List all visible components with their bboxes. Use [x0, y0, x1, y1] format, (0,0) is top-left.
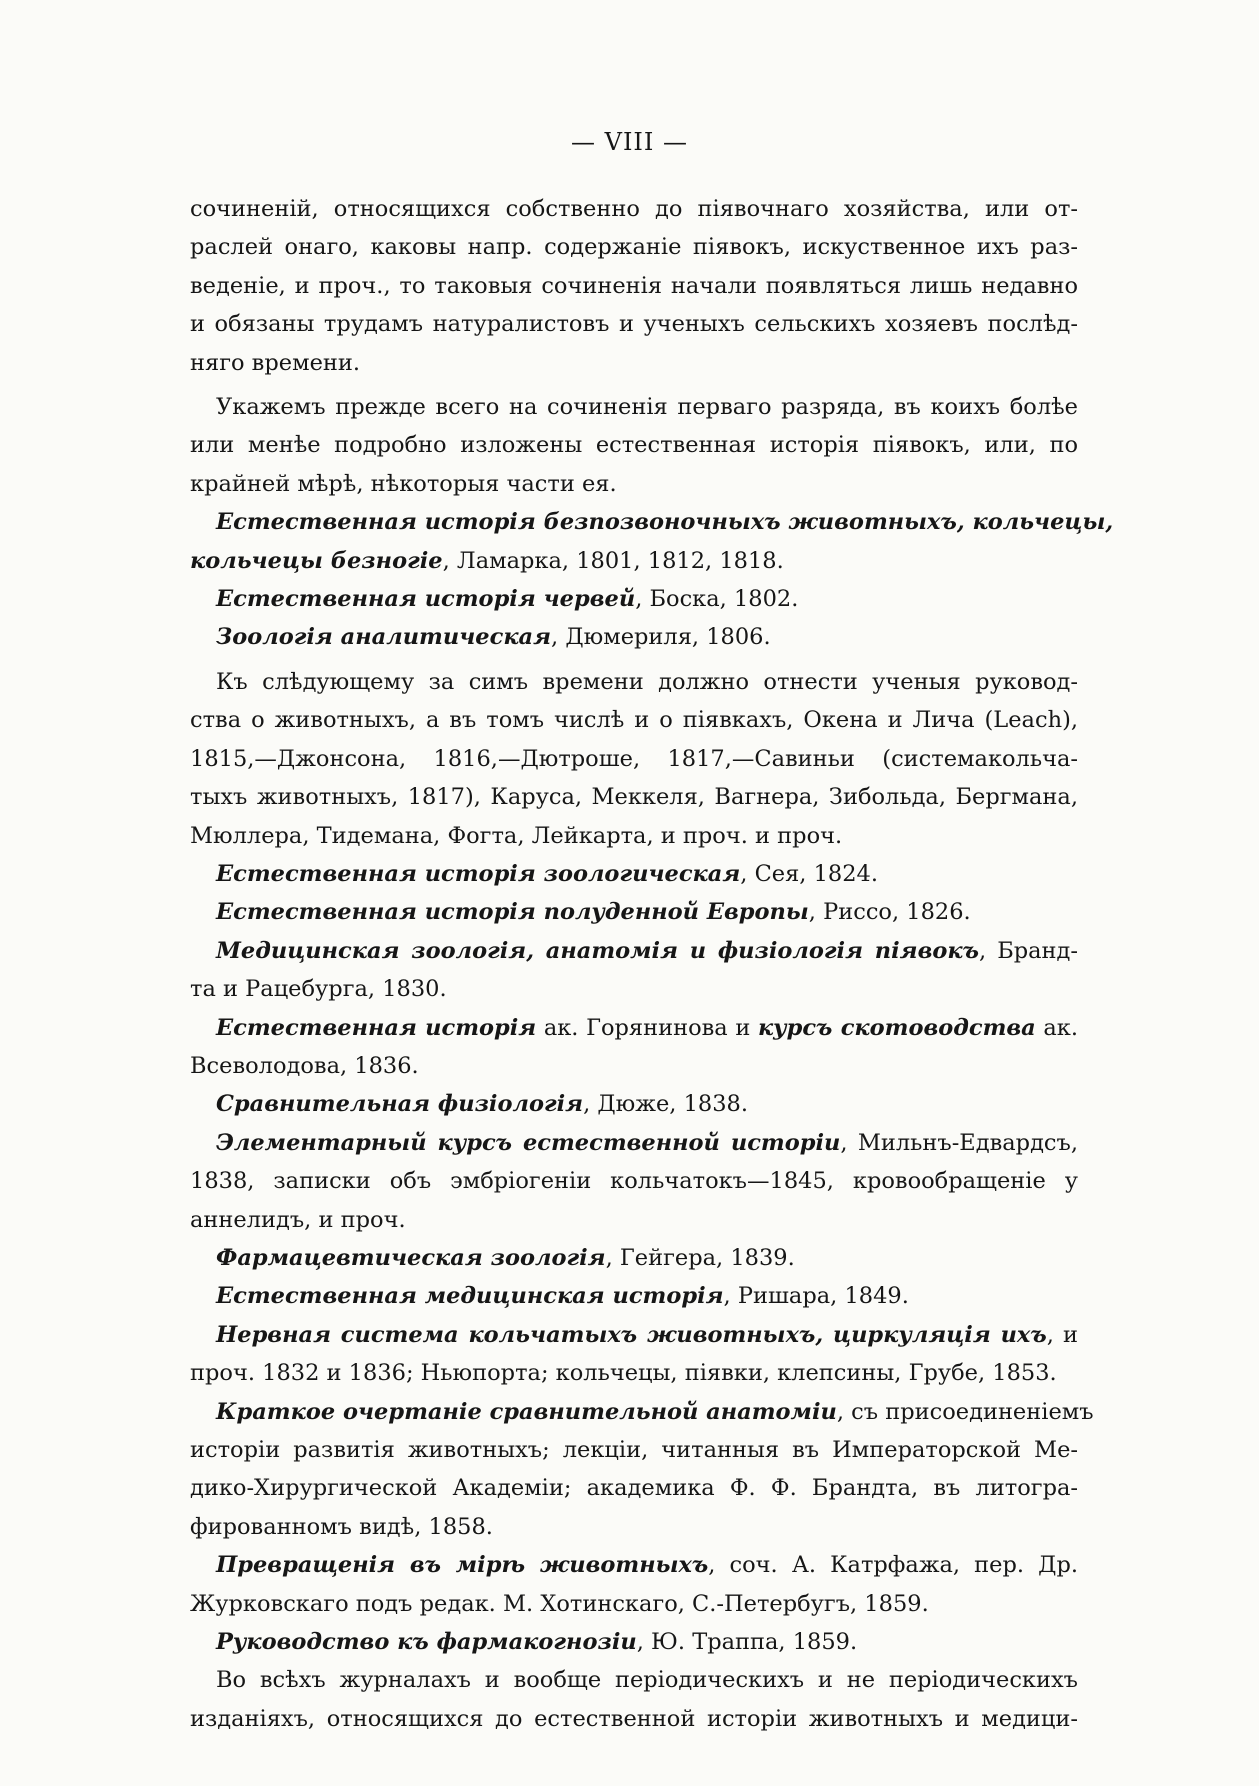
text-line — [190, 542, 1078, 580]
italic-title: Зоологія аналитическая — [216, 624, 552, 651]
italic-title: Руководство къ фармакогнозіи — [216, 1629, 637, 1656]
text-line — [190, 701, 1078, 739]
text-line — [190, 1124, 1078, 1162]
text-run: , съ присоединеніемъ — [836, 1398, 1094, 1425]
text-run: тыхъ животныхъ, 1817), Каруса, Меккеля, Вагнера, Зибольда, Бергмана, — [190, 784, 1078, 811]
text-line — [190, 1201, 1078, 1239]
italic-title: кольчецы безногіе — [190, 547, 443, 574]
italic-title: Естественная исторія червей — [216, 586, 636, 613]
text-line — [190, 740, 1078, 778]
text-run: фированномъ видѣ, 1858. — [190, 1513, 493, 1540]
italic-title: Нервная система кольчатыхъ животныхъ, циркуляція ихъ — [216, 1321, 1047, 1348]
paragraph — [190, 1393, 1094, 1547]
text-line — [190, 893, 1078, 931]
text-run: , соч. А. Катрфажа, пер. Др. — [708, 1552, 1078, 1579]
text-run: дико-Хирургической Академіи; академика Ф. Ф. Брандта, въ литогра- — [190, 1475, 1078, 1502]
text-run: аннелидъ, и проч. — [190, 1206, 406, 1233]
italic-title: Медицинская зоологія, анатомія и физіологія піявокъ — [216, 937, 979, 964]
text-run: Мюллера, Тидемана, Фогта, Лейкарта, и проч. и проч. — [190, 822, 843, 849]
text-run: , Боска, 1802. — [635, 586, 799, 613]
italic-title: Краткое очертаніе сравнительной анатоміи — [216, 1398, 837, 1425]
text-line — [190, 932, 1078, 970]
paragraph — [190, 932, 1078, 1009]
text-line — [190, 1277, 1078, 1315]
text-run: , Ламарка, 1801, 1812, 1818. — [442, 547, 784, 574]
text-line — [190, 1431, 1078, 1469]
text-run: , Мильнъ-Едвардсъ, — [840, 1129, 1078, 1156]
text-line — [190, 817, 1078, 855]
text-run: , Риссо, 1826. — [808, 899, 971, 926]
text-line — [190, 1162, 1078, 1200]
text-line — [190, 1469, 1078, 1507]
text-run: та и Рацебурга, 1830. — [190, 976, 447, 1003]
text-run: Укажемъ прежде всего на сочиненія перваго разряда, въ коихъ болѣе — [216, 394, 1078, 421]
text-run: , Дюмериля, 1806. — [551, 624, 771, 651]
paragraph — [190, 618, 1078, 656]
italic-title: Естественная медицинская исторія — [216, 1283, 724, 1310]
text-run: Во всѣхъ журналахъ и вообще періодическихъ и не періодическихъ — [216, 1667, 1078, 1694]
text-line — [190, 1085, 1078, 1123]
text-run: , и — [1046, 1321, 1078, 1348]
text-line — [190, 1623, 1078, 1661]
text-line — [190, 465, 1078, 503]
text-line — [190, 1239, 1078, 1277]
text-run: , Ришара, 1849. — [723, 1283, 909, 1310]
text-run: и обязаны трудамъ натуралистовъ и ученыхъ сельскихъ хозяевъ послѣд- — [190, 311, 1078, 338]
text-run: , Ю. Траппа, 1859. — [636, 1629, 858, 1656]
italic-title: Элементарный курсъ естественной исторіи — [216, 1129, 841, 1156]
paragraph — [190, 503, 1114, 580]
text-run: , Дюже, 1838. — [583, 1091, 748, 1118]
page-body-text — [190, 190, 1114, 1738]
text-run: , Бранд- — [978, 937, 1078, 964]
page-number-header: — VIII — — [570, 128, 689, 156]
paragraph — [190, 388, 1078, 503]
text-run: ак. — [1035, 1014, 1078, 1041]
paragraph — [190, 1316, 1078, 1393]
text-line — [190, 267, 1078, 305]
text-run: крайней мѣрѣ, нѣкоторыя части ея. — [190, 470, 617, 497]
text-run: или менѣе подробно изложены естественная исторія піявокъ, или, по — [190, 432, 1078, 459]
text-line — [190, 970, 1078, 1008]
text-line — [190, 663, 1078, 701]
paragraph — [190, 1085, 1078, 1123]
text-run: сочиненій, относящихся собственно до піявочнаго хозяйства, или от- — [190, 196, 1078, 222]
italic-title: Превращенія въ мірѣ животныхъ — [216, 1552, 709, 1579]
text-line — [190, 1316, 1078, 1354]
text-line — [190, 1546, 1078, 1584]
text-run: , Гейгера, 1839. — [605, 1244, 795, 1271]
paragraph — [190, 1009, 1078, 1086]
italic-title: Естественная исторія полуденной Европы — [216, 899, 809, 926]
text-line — [190, 1009, 1078, 1047]
text-run: проч. 1832 и 1836; Ньюпорта; кольчецы, піявки, клепсины, Грубе, 1853. — [190, 1360, 1057, 1387]
text-line — [190, 503, 1114, 541]
text-line — [190, 344, 1078, 382]
text-line — [190, 1661, 1078, 1699]
text-run: раслей онаго, каковы напр. содержаніе піявокъ, искуственное ихъ раз- — [190, 234, 1078, 261]
text-run: 1815,—Джонсона, 1816,—Дютроше, 1817,—Савиньи (системакольча- — [190, 745, 1078, 772]
italic-title: Естественная исторія безпозвоночныхъ животныхъ, кольчецы, — [216, 509, 1114, 536]
text-line — [190, 1354, 1078, 1392]
text-run: Къ слѣдующему за симъ времени должно отнести ученыя руковод- — [216, 668, 1078, 695]
text-run: няго времени. — [190, 349, 361, 376]
text-line — [190, 228, 1078, 266]
text-run: ак. Горянинова и — [536, 1014, 758, 1041]
text-line — [190, 778, 1078, 816]
paragraph — [190, 1661, 1078, 1738]
italic-title: Сравнительная физіологія — [216, 1091, 584, 1118]
paragraph — [190, 1546, 1078, 1623]
italic-title: курсъ скотоводства — [757, 1014, 1036, 1041]
italic-title: Естественная исторія — [216, 1014, 537, 1041]
text-run: веденіе, и проч., то таковыя сочиненія начали появляться лишь недавно — [190, 272, 1078, 299]
text-run: , Сея, 1824. — [740, 860, 879, 887]
text-run: ства о животныхъ, а въ томъ числѣ и о піявкахъ, Окена и Лича (Leach), — [190, 707, 1078, 734]
paragraph — [190, 663, 1078, 855]
paragraph — [190, 190, 1078, 382]
text-run: Всеволодова, 1836. — [190, 1052, 419, 1079]
text-line — [190, 1047, 1078, 1085]
text-run: 1838, записки объ эмбріогеніи кольчатокъ—1845, кровообращеніе у — [190, 1168, 1078, 1195]
text-line — [190, 1508, 1078, 1546]
paragraph — [190, 1277, 1078, 1315]
paragraph — [190, 1623, 1078, 1661]
paragraph — [190, 893, 1078, 931]
paragraph — [190, 855, 1078, 893]
text-line — [190, 855, 1078, 893]
text-line — [190, 426, 1078, 464]
text-run: Журковскаго подъ редак. М. Хотинскаго, С.-Петербугъ, 1859. — [190, 1590, 929, 1617]
text-line — [190, 388, 1078, 426]
text-line — [190, 190, 1078, 228]
italic-title: Фармацевтическая зоологія — [216, 1244, 606, 1271]
paragraph — [190, 1239, 1078, 1277]
text-line — [190, 305, 1078, 343]
text-line — [190, 1700, 1078, 1738]
italic-title: Естественная исторія зоологическая — [216, 860, 741, 887]
paragraph — [190, 580, 1078, 618]
text-line — [190, 1585, 1078, 1623]
paragraph — [190, 1124, 1078, 1239]
text-run: исторіи развитія животныхъ; лекціи, читанныя въ Императорской Ме- — [190, 1437, 1078, 1463]
text-run: изданіяхъ, относящихся до естественной исторіи животныхъ и медици- — [190, 1705, 1078, 1732]
text-line — [190, 1393, 1094, 1431]
text-line — [190, 618, 1078, 656]
text-line — [190, 580, 1078, 618]
